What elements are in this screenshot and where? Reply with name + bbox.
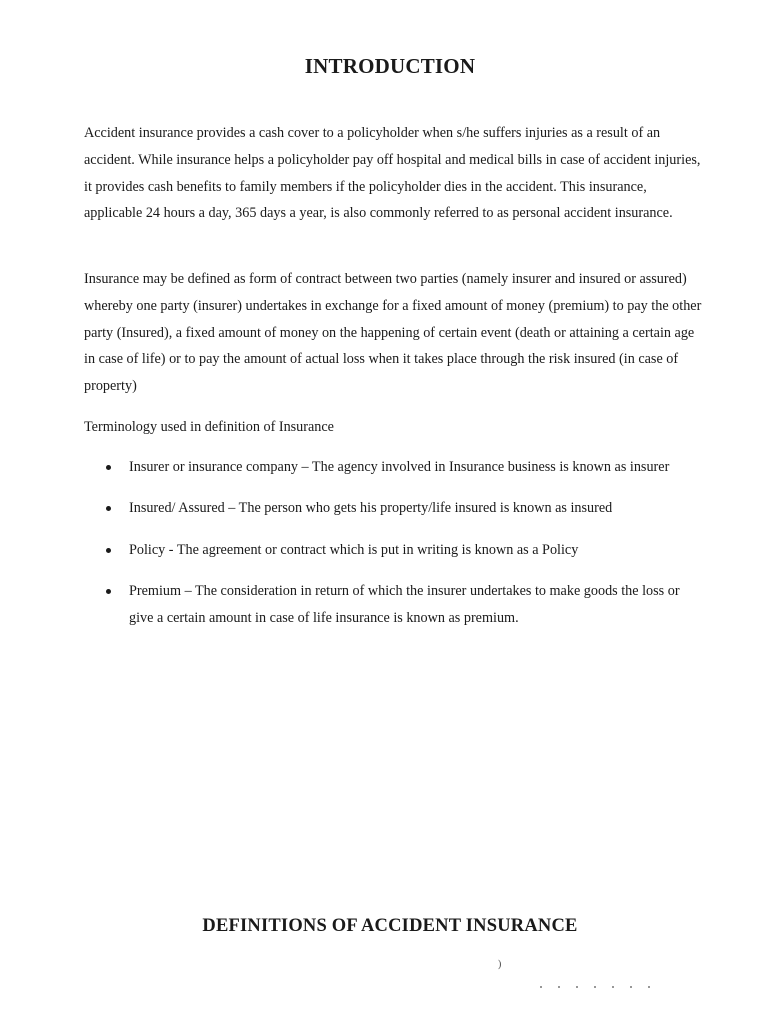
bullet-icon (106, 506, 111, 511)
list-item (84, 578, 704, 632)
paragraph-accident-insurance: Accident insurance provides a cash cover to a policyholder when s/he suffers injuries as a result of an accident. While insurance helps a policyholder pay off hospital and medical bills in case of accident injuries, it provides cash benefits to family members if the policyholder dies in the accident. This insurance, applicable 24 hours a day, 365 days a year, is also commonly referred to as personal accident insurance. (84, 125, 701, 222)
cut-off-text-fragment (536, 982, 666, 992)
list-item-text: Insured/ Assured – The person who gets his property/life insured is known as insured (129, 500, 613, 517)
bullet-icon (106, 589, 111, 594)
paragraph-insurance-definition: Insurance may be defined as form of contract between two parties (namely insurer and insured or assured) whereby one party (insurer) undertakes in exchange for a fixed amount of money (premium) to pay the other party (Insured), a fixed amount of money on the happening of certain event (death or attaining a certain age in case of life) or to pay the amount of actual loss when it takes place through the risk insured (in case of property) (84, 271, 702, 395)
page-title: INTRODUCTION (304, 54, 476, 78)
list-item (84, 495, 704, 522)
bullet-icon (106, 465, 111, 470)
terminology-heading: Terminology used in definition of Insurance (84, 419, 334, 435)
list-item-text: Insurer or insurance company – The agency involved in Insurance business is known as insurer (129, 459, 670, 475)
stray-mark: ) (498, 959, 502, 970)
list-item (84, 537, 704, 564)
terminology-list (84, 454, 704, 646)
list-item-text: Premium – The consideration in return of which the insurer undertakes to make goods the loss or give a certain amount in case of life insurance is known as premium. (129, 582, 680, 626)
list-item (84, 454, 704, 481)
list-item-text: Policy - The agreement or contract which is put in writing is known as a Policy (129, 541, 579, 558)
bullet-icon (106, 548, 111, 553)
section-title: DEFINITIONS OF ACCIDENT INSURANCE (202, 916, 578, 936)
